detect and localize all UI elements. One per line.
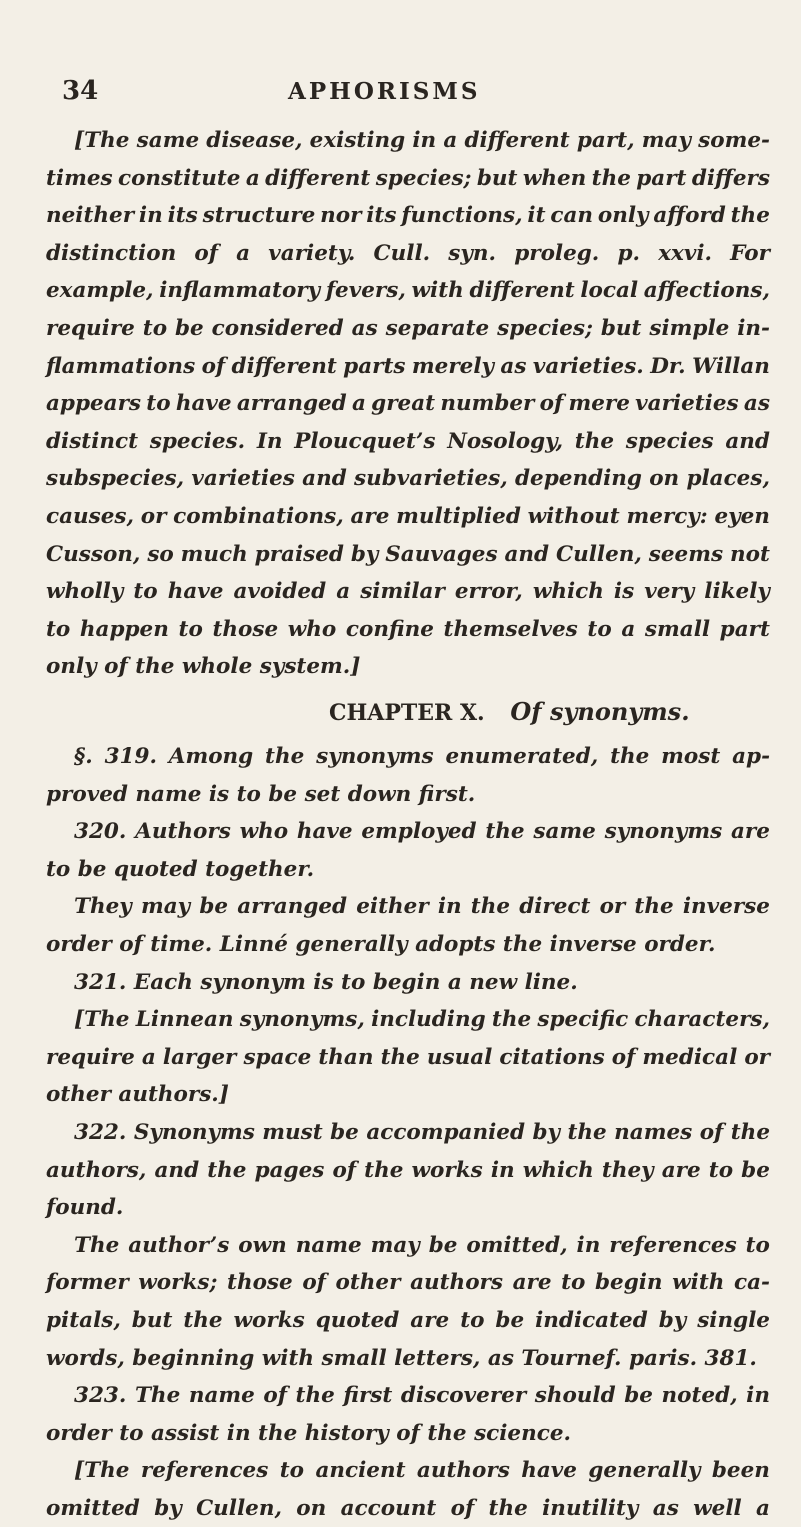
chapter-body (46, 738, 770, 1527)
text-line: §. 319. Among the synonyms enumerated, the most ap- (74, 744, 770, 769)
text-line: words, beginning with small letters, as Tournef. paris. 381. (46, 1345, 757, 1371)
text-line: [The references to ancient authors have generally been (74, 1458, 770, 1484)
text-line: example, inflammatory fevers, with different local affections, (46, 278, 770, 304)
text-line: wholly to have avoided a similar error, which is very likely (46, 579, 770, 605)
text-line: require a larger space than the usual citations of medical or (46, 1044, 770, 1070)
text-line: to be quoted together. (46, 856, 315, 882)
text-line: 323. The name of the first discoverer should be noted, in (74, 1383, 770, 1409)
text-line: found. (46, 1195, 124, 1221)
text-line: to happen to those who confine themselves to a small part (46, 616, 770, 642)
text-line: order of time. Linné generally adopts the inverse order. (46, 931, 716, 957)
chapter-label: CHAPTER X. (329, 700, 485, 726)
text-line: omitted by Cullen, on account of the inutility as well a (46, 1495, 770, 1521)
text-line: [The Linnean synonyms, including the specific characters, (74, 1007, 770, 1033)
text-line: distinction of a variety. Cull. syn. proleg. p. xxvi. For (46, 240, 770, 266)
paragraph-bracketed-note (46, 122, 770, 686)
text-line: They may be arranged either in the direct or the inverse (74, 894, 770, 920)
chapter-heading (46, 684, 770, 740)
text-line: appears to have arranged a great number of mere varieties as (46, 391, 770, 417)
text-line: times constitute a different species; but when the part differs (46, 165, 770, 191)
text-line: other authors.] (46, 1082, 229, 1108)
text-line: 321. Each synonym is to begin a new line. (74, 969, 578, 995)
text-line: Cusson, so much praised by Sauvages and Cullen, seems not (46, 541, 770, 567)
text-line: [The same disease, existing in a different part, may some- (74, 128, 770, 153)
text-line: flammations of different parts merely as varieties. Dr. Willan (46, 353, 770, 379)
text-line: 322. Synonyms must be accompanied by the names of the (74, 1119, 770, 1145)
text-line: only of the whole system.] (46, 654, 361, 680)
text-line: 320. Authors who have employed the same synonyms are (74, 819, 770, 845)
text-line: require to be considered as separate species; but simple in- (46, 315, 770, 341)
text-line: order to assist in the history of the science. (46, 1420, 571, 1446)
text-line: distinct species. In Ploucquet’s Nosology, the species and (46, 428, 770, 454)
text-line: causes, or combinations, are multiplied without mercy: eyen (46, 503, 770, 529)
text-line: The author’s own name may be omitted, in references to (74, 1232, 770, 1258)
text-line: subspecies, varieties and subvarieties, depending on places, (46, 466, 770, 492)
text-line: pitals, but the works quoted are to be indicated by single (46, 1307, 770, 1333)
chapter-title: Of synonyms. (510, 697, 690, 726)
page-header (60, 76, 741, 112)
text-line: neither in its structure nor its functions, it can only afford the (46, 203, 770, 229)
running-head: APHORISMS (288, 78, 481, 105)
text-line: authors, and the pages of the works in which they are to be (46, 1157, 770, 1183)
page-number: 34 (62, 76, 99, 106)
text-line: former works; those of other authors are to begin with ca- (46, 1270, 770, 1296)
text-line: proved name is to be set down first. (46, 781, 476, 807)
